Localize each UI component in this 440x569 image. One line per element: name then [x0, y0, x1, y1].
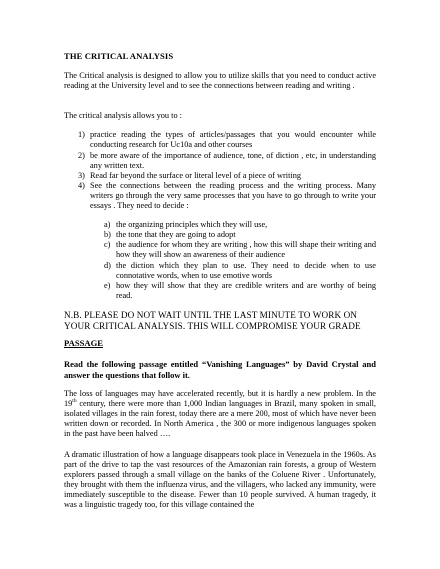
list-item-number: 4): [78, 181, 85, 190]
passage-paragraph-2: A dramatic illustration of how a language disappears took place in Venezuela in the 1960s. As part of the drive to tap the vast resources of the Amazonian rain forests, a group of Western explorers passed through a small village on the banks of the Coluene River . Unfortunately, they brought with them the influenza virus, and the villagers, who lacked any immunity, were immediately susceptible to the disease. Fewer than 10 people survived. A human tragedy, it was a linguistic tragedy too, for this village contained the: [64, 450, 376, 509]
sublist-item: [104, 261, 376, 281]
sublist-item-text: the audience for whom they are writing , how this will shape their writing and how they will show an awareness of their audience: [116, 240, 376, 259]
list-item-number: 2): [78, 151, 85, 160]
sublist-item: [104, 240, 376, 260]
document-title: THE CRITICAL ANALYSIS: [64, 51, 174, 61]
sublist-item-letter: c): [104, 240, 111, 249]
nb-warning: N.B. PLEASE DO NOT WAIT UNTIL THE LAST MINUTE TO WORK ON YOUR CRITICAL ANALYSIS. THIS WILL COMPROMISE YOUR GRADE: [64, 310, 361, 331]
sublist-item: [104, 281, 376, 301]
paragraph-text: The loss of languages may have accelerated recently, but it is hardly a new problem. In the 19: [64, 389, 376, 408]
sublist-item: [104, 220, 376, 230]
sublist-item-text: the organizing principles which they will use,: [116, 220, 268, 229]
list-item: [78, 171, 376, 181]
list-item-text: Read far beyond the surface or literal level of a piece of writing: [90, 171, 302, 180]
allows-lead: The critical analysis allows you to :: [64, 111, 182, 120]
sublist-item-text: how they will show that they are credible writers and are worthy of being read.: [116, 281, 376, 300]
sublist-item-letter: d): [104, 261, 111, 270]
list-item: [78, 130, 376, 150]
list-item-text: practice reading the types of articles/passages that you would encounter while conducting research for Uc10a and other courses: [90, 130, 376, 149]
sublist-item-letter: a): [104, 220, 111, 229]
sublist-item: [104, 230, 376, 240]
paragraph-text: century, there were more than 1,000 Indian languages in Brazil, many spoken in small, isolated villages in the rain forest, today there are a mere 200, most of which have never been written down or recorded. In North America , the 300 or more indigenous languages spoken in the past have been halved ….: [64, 399, 376, 438]
superscript: th: [72, 398, 77, 405]
sublist-item-text: the diction which they plan to use. They need to decide when to use connotative words, when to use emotive words: [116, 261, 376, 280]
sublist-item-letter: e): [104, 281, 111, 290]
list-item: [78, 151, 376, 171]
intro-paragraph: The Critical analysis is designed to allow you to utilize skills that you need to conduct active reading at the University level and to see the connections between reading and writing .: [64, 71, 376, 90]
sublist-item-text: the tone that they are going to adopt: [116, 230, 236, 239]
list-item-number: 1): [78, 130, 85, 139]
list-item-text: be more aware of the importance of audience, tone, of diction , etc, in understanding any written text.: [90, 151, 376, 170]
sublist-item-letter: b): [104, 230, 111, 239]
list-item-text: See the connections between the reading process and the writing process. Many writers go through the very same processes that you have to go through to write your essays . They need to decide :: [90, 181, 376, 210]
passage-instructions: Read the following passage entitled “Vanishing Languages” by David Crystal and answer the questions that follow it.: [64, 359, 376, 380]
passage-heading: PASSAGE: [64, 338, 103, 348]
list-item-number: 3): [78, 171, 85, 180]
list-item: [78, 181, 376, 211]
passage-paragraph-1: [64, 389, 376, 439]
